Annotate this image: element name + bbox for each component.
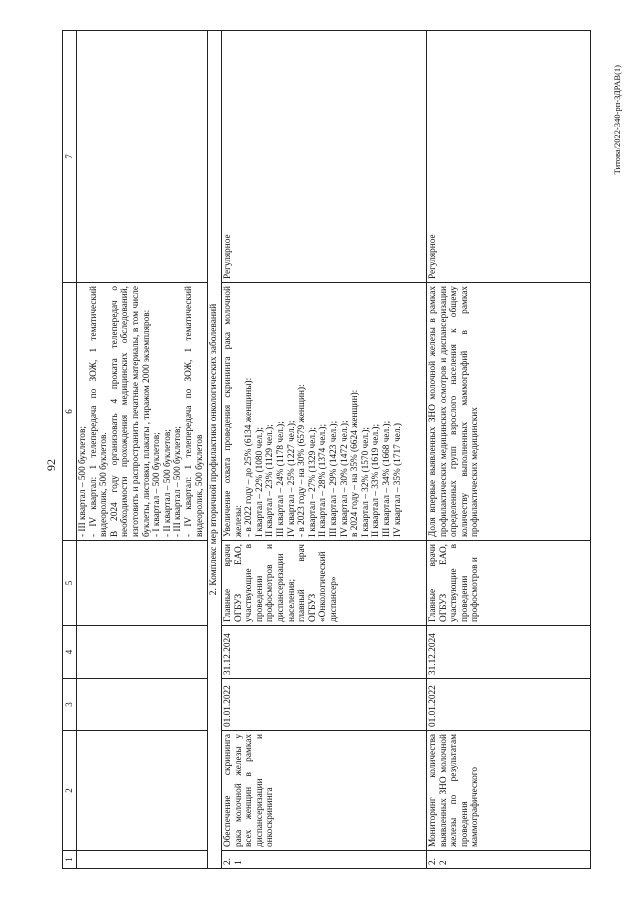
result-line: Доля впервые выявленных ЗНО молочной железы в рамках профилактических медицинских осмотров и диспансеризации определенных групп взрослого населения к общему количеству выполненных маммографий в рамках профилактических медицинских (428, 286, 481, 537)
empty-cell (77, 31, 208, 283)
row-number: 2.2 (427, 851, 591, 869)
empty-cell (77, 679, 208, 731)
section-row (208, 31, 222, 869)
column-number: 2 (63, 731, 77, 851)
result-line: II квартал – 28% (1374 чел.); (318, 423, 329, 537)
result-line: III квартал – 29% (1423 чел.); (328, 420, 339, 537)
empty-cell (77, 851, 208, 869)
section-title: 2. Комплекс мер вторичной профилактики онкологических заболеваний (208, 31, 222, 869)
page-number: 92 (44, 459, 58, 471)
result-line: IV квартал – 30% (1472 чел.); (339, 420, 350, 537)
result-line: III квартал – 34% (1668 чел.); (381, 420, 392, 537)
end-date: 31.12.2024 (222, 626, 427, 679)
start-date: 01.01.2022 (427, 679, 591, 731)
continuation-row (77, 31, 208, 869)
empty-cell (77, 731, 208, 851)
result-line: II квартал – 33% (1619 чел.); (371, 423, 382, 537)
table-row (222, 31, 427, 869)
result-line: - в 2023 году – на 30% (6579 женщин): (297, 384, 308, 537)
result-line: III квартал – 24% (1178 чел.); (275, 421, 286, 537)
result-line: - в 2022 году – до 25% (6134 женщины): (244, 377, 255, 537)
result-line: - III квартал – 500 буклетов; (173, 426, 184, 537)
character-cell: Регулярное (427, 31, 591, 283)
column-number-row (63, 31, 77, 869)
activities-table (62, 30, 591, 869)
result-line: - III квартал – 500 буклетов; (78, 426, 88, 537)
empty-cell (77, 626, 208, 679)
column-number: 7 (63, 31, 77, 283)
expected-result (222, 283, 427, 541)
row-number: 2.1 (222, 851, 427, 869)
result-line: II квартал – 23% (1129 чел.); (265, 424, 276, 537)
table-row (427, 31, 591, 869)
result-line: в 2024 году – на 35% (6624 женщин): (350, 389, 361, 537)
result-line: - II квартал – 500 буклетов; (162, 429, 173, 537)
column-number: 1 (63, 851, 77, 869)
result-line: I квартал – 22% (1080 чел.); (254, 426, 265, 537)
activity-name: Обеспечение скрининга рака молочной железы у всех женщин в рамках диспансеризации и онкоскрининга (222, 731, 427, 851)
character-cell: Регулярное (222, 31, 427, 283)
activity-name: Мониторинг количества выявленных ЗНО молочной железы по результатам проведения маммографического (427, 731, 591, 851)
responsible: Главные врачи ОГБУЗ ЕАО, участвующие в проведении профосмотров и (427, 541, 591, 626)
column-number: 3 (63, 679, 77, 731)
responsible: Главные врачи ОГБУЗ ЕАО, участвующие в проведении профосмотров и диспансеризации населения; главный врач ОГБУЗ «Онкологический диспансер» (222, 541, 427, 626)
empty-cell (77, 541, 208, 626)
start-date: 01.01.2022 (222, 679, 427, 731)
result-line: I квартал – 27% (1329 чел.); (307, 426, 318, 537)
result-line: IV квартал – 25% (1227 чел.); (286, 420, 297, 537)
end-date: 31.12.2024 (427, 626, 591, 679)
expected-result (427, 283, 591, 541)
footer-reference: Титова/2022-340-рп-ЗДРАВ(1) (612, 65, 622, 175)
column-number: 6 (63, 283, 77, 541)
column-number: 5 (63, 541, 77, 626)
column-number: 4 (63, 626, 77, 679)
result-line: I квартал – 32% (1570 чел.); (360, 426, 371, 537)
result-line: - I квартал – 500 буклетов; (152, 432, 163, 537)
result-line: IV квартал – 35% (1717 чел.) (392, 423, 403, 537)
result-line: В 2024 году организовать 4 проката телепередач о необходимости прохождения медицинских обследований, изготовить и распространить печатные материалы, в том числе буклеты, листовки, плакаты , тиражом 2000 экземпляров: (109, 286, 152, 537)
continuation-result-cell (77, 283, 208, 541)
result-line: - IV квартал: 1 телепередача по ЗОЖ, 1 тематический видеоролик, 500 буклетов. (88, 286, 110, 537)
result-line: - IV квартал: 1 телепередача по ЗОЖ, 1 тематический видеоролик, 500 буклетов (183, 286, 205, 537)
result-line: Увеличение охвата проведения скрининга рака молочной железы: (223, 286, 244, 537)
